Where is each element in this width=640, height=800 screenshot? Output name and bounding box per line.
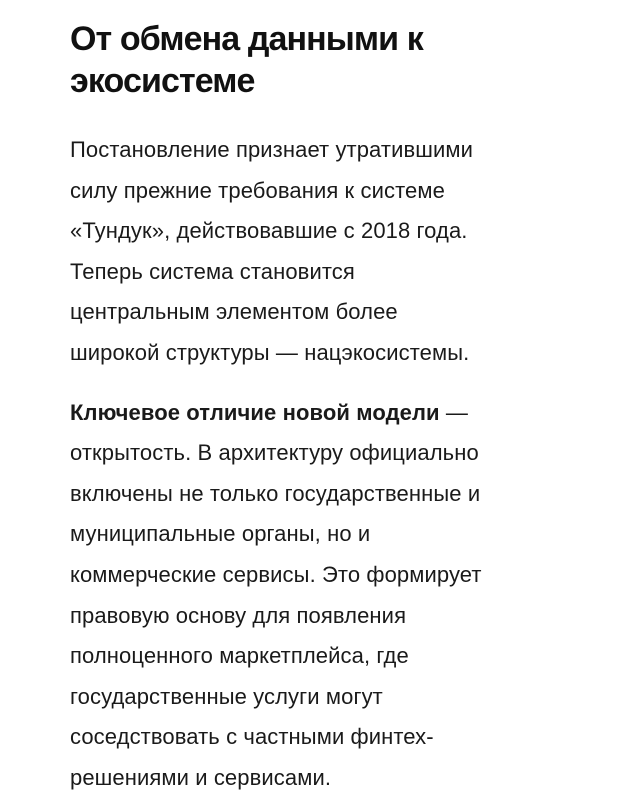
paragraph-line: открытость. В архитектуру официально: [70, 440, 479, 466]
paragraph-line: решениями и сервисами.: [70, 764, 332, 790]
paragraph-line: муниципальные органы, но и: [70, 521, 371, 547]
paragraph-line: коммерческие сервисы. Это формирует: [70, 561, 482, 587]
paragraph-line: [70, 393, 580, 434]
paragraph-intro: [70, 130, 580, 374]
lead-dash: —: [439, 399, 468, 425]
section-heading: [70, 18, 580, 102]
paragraph-line: широкой структуры — нацэкосистемы.: [70, 339, 470, 365]
bold-lead-text: Ключевое отличие новой модели: [70, 399, 440, 425]
paragraph-key-difference: [70, 393, 580, 799]
paragraph-line: центральным элементом более: [70, 299, 398, 325]
paragraph-line: государственные услуги могут: [70, 683, 383, 709]
paragraph-line: соседствовать с частными финтех-: [70, 724, 434, 750]
paragraph-line: силу прежние требования к системе: [70, 177, 445, 203]
paragraph-line: правовую основу для появления: [70, 602, 407, 628]
paragraph-line: включены не только государственные и: [70, 480, 481, 506]
heading-line: экосистеме: [70, 62, 255, 100]
paragraph-line: Постановление признает утратившими: [70, 137, 474, 162]
paragraph-line: «Тундук», действовавшие с 2018 года.: [70, 218, 468, 244]
paragraph-line: Теперь система становится: [70, 258, 355, 284]
paragraph-line: полноценного маркетплейса, где: [70, 643, 409, 669]
heading-line: От обмена данными к: [70, 20, 423, 58]
